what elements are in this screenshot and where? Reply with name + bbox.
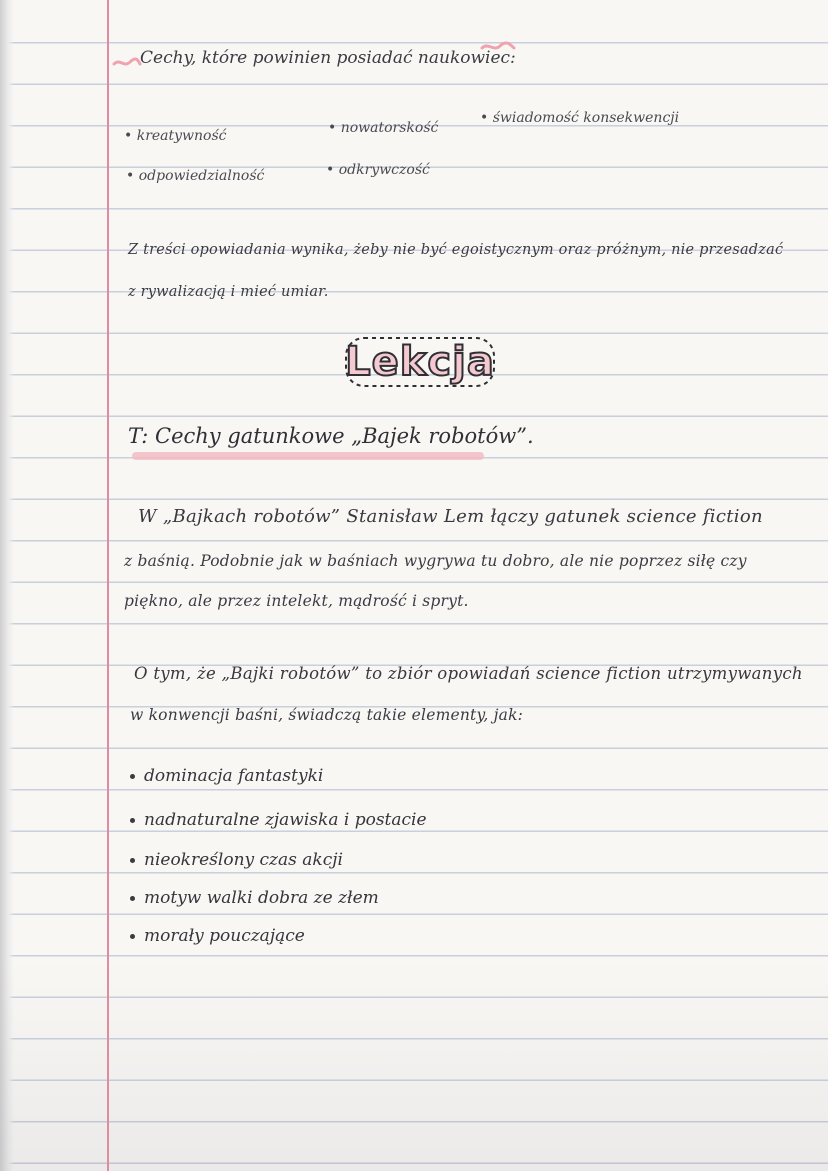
topic-highlight <box>132 452 484 460</box>
trait-item: • nowatorskość <box>328 120 439 136</box>
trait-item: • świadomość konsekwencji <box>480 110 680 126</box>
margin-line <box>107 0 109 1171</box>
bullet-icon <box>130 774 135 779</box>
list-item: dominacja fantastyki <box>130 766 323 786</box>
heading-squiggle-right <box>480 40 516 54</box>
summary-line: z rywalizacją i mieć umiar. <box>128 284 329 300</box>
list-item: motyw walki dobra ze złem <box>130 888 379 908</box>
list-item: nieokreślony czas akcji <box>130 850 343 870</box>
trait-item: • odpowiedzialność <box>126 168 265 184</box>
paragraph-line: w konwencji baśni, świadczą takie elementy, jak: <box>130 706 524 724</box>
page-bottom-shadow <box>0 960 828 1171</box>
bullet-icon <box>130 896 135 901</box>
summary-line: Z treści opowiadania wynika, żeby nie być egoistycznym oraz próżnym, nie przesadzać <box>128 242 784 258</box>
paragraph-line: W „Bajkach robotów” Stanisław Lem łączy gatunek science fiction <box>138 506 763 527</box>
paragraph-line: O tym, że „Bajki robotów” to zbiór opowiadań science fiction utrzymywanych <box>134 664 803 683</box>
lesson-badge <box>340 332 500 392</box>
trait-item: • kreatywność <box>124 128 227 144</box>
section-heading: Cechy, które powinien posiadać naukowiec: <box>140 48 516 68</box>
heading-squiggle-left <box>112 56 142 70</box>
list-item: morały pouczające <box>130 926 305 946</box>
bullet-icon <box>130 934 135 939</box>
paragraph-line: z baśnią. Podobnie jak w baśniach wygrywa tu dobro, ale nie poprzez siłę czy <box>124 552 747 570</box>
bullet-icon <box>130 858 135 863</box>
trait-item: • odkrywczość <box>326 162 430 178</box>
bullet-icon <box>130 818 135 823</box>
topic-title: T: Cechy gatunkowe „Bajek robotów”. <box>128 424 534 448</box>
lesson-badge-text: Lekcja <box>345 339 495 385</box>
paragraph-line: piękno, ale przez intelekt, mądrość i spryt. <box>124 592 469 610</box>
list-item: nadnaturalne zjawiska i postacie <box>130 810 427 830</box>
